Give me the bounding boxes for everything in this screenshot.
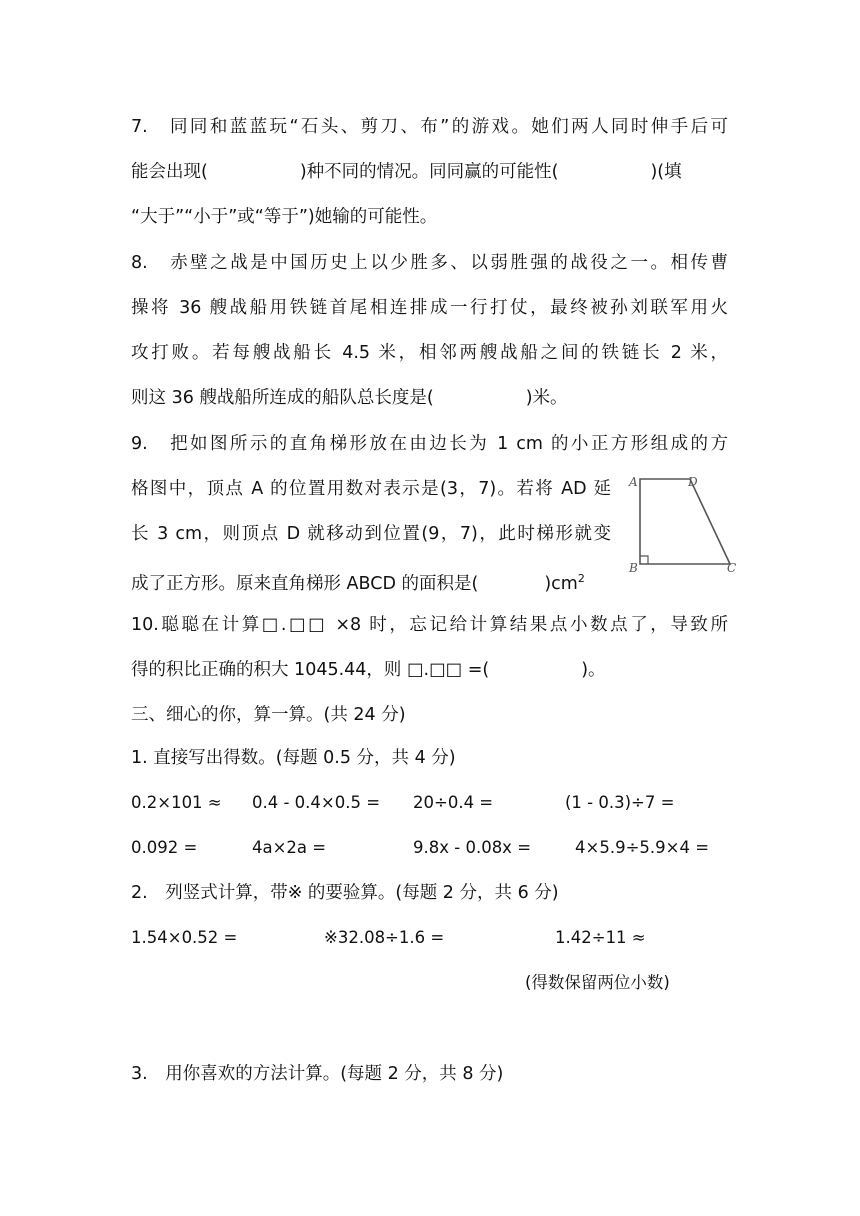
calc-1-4: (1 - 0.3)÷7 = xyxy=(565,793,675,812)
q9-line4: 成了正方形。原来直角梯形 ABCD 的面积是( )$cm^2$ xyxy=(131,572,585,594)
q7-line1: 7. 同同和蓝蓝玩“石头、剪刀、布”的游戏。她们两人同时伸手后可 xyxy=(131,117,728,137)
section3-sub3: 3. 用你喜欢的方法计算。(每题 2 分，共 8 分) xyxy=(131,1064,504,1084)
section3-heading: 三、细心的你，算一算。(共 24 分) xyxy=(131,705,406,725)
q10-line2: 得的积比正确的积大 1045.44，则 □.□□ =( )。 xyxy=(131,660,606,680)
vertex-b-label: B xyxy=(629,561,638,574)
vertical-calc-1: 1.54×0.52 = xyxy=(131,928,238,947)
q8-line1: 8. 赤壁之战是中国历史上以少胜多、以弱胜强的战役之一。相传曹 xyxy=(131,253,728,273)
q9-line2: 格图中，顶点 A 的位置用数对表示是(3，7)。若将 AD 延 xyxy=(131,479,611,499)
calc-1-2: 0.4 - 0.4×0.5 = xyxy=(252,793,381,812)
section3-sub2: 2. 列竖式计算，带※ 的要验算。(每题 2 分，共 6 分) xyxy=(131,883,559,903)
rounding-note: (得数保留两位小数) xyxy=(525,973,670,992)
calc-2-4: 4×5.9÷5.9×4 = xyxy=(575,838,710,857)
q10-line1: 10.聪聪在计算□.□□ ×8 时，忘记给计算结果点小数点了，导致所 xyxy=(131,615,728,635)
q7-line3: “大于”“小于”或“等于”)她输的可能性。 xyxy=(131,207,438,227)
vertical-calc-2: ※32.08÷1.6 = xyxy=(324,928,445,947)
q8-line4: 则这 36 艘战船所连成的船队总长度是( )米。 xyxy=(131,388,568,408)
q8-line2: 操将 36 艘战船用铁链首尾相连排成一行打仗，最终被孙刘联军用火 xyxy=(131,298,728,318)
calc-1-1: 0.2×101 ≈ xyxy=(131,793,222,812)
calc-1-3: 20÷0.4 = xyxy=(413,793,494,812)
calc-2-3: 9.8x - 0.08x = xyxy=(413,838,532,857)
q9-line3: 长 3 cm，则顶点 D 就移动到位置(9，7)，此时梯形就变 xyxy=(131,524,611,544)
calc-2-1: 0.092 = xyxy=(131,838,198,857)
q9-line1: 9. 把如图所示的直角梯形放在由边长为 1 cm 的小正方形组成的方 xyxy=(131,434,728,454)
vertex-a-label: A xyxy=(629,475,638,489)
vertical-calc-3: 1.42÷11 ≈ xyxy=(555,928,646,947)
section3-sub1: 1. 直接写出得数。(每题 0.5 分，共 4 分) xyxy=(131,748,456,768)
q8-line3: 攻打败。若每艘战船长 4.5 米，相邻两艘战船之间的铁链长 2 米， xyxy=(131,343,728,363)
trapezoid-figure xyxy=(626,474,738,574)
vertex-c-label: C xyxy=(727,561,737,574)
q7-line2: 能会出现( )种不同的情况。同同赢的可能性( )(填 xyxy=(131,162,682,182)
vertex-d-label: D xyxy=(688,475,698,489)
calc-2-2: 4a×2a = xyxy=(252,838,327,857)
